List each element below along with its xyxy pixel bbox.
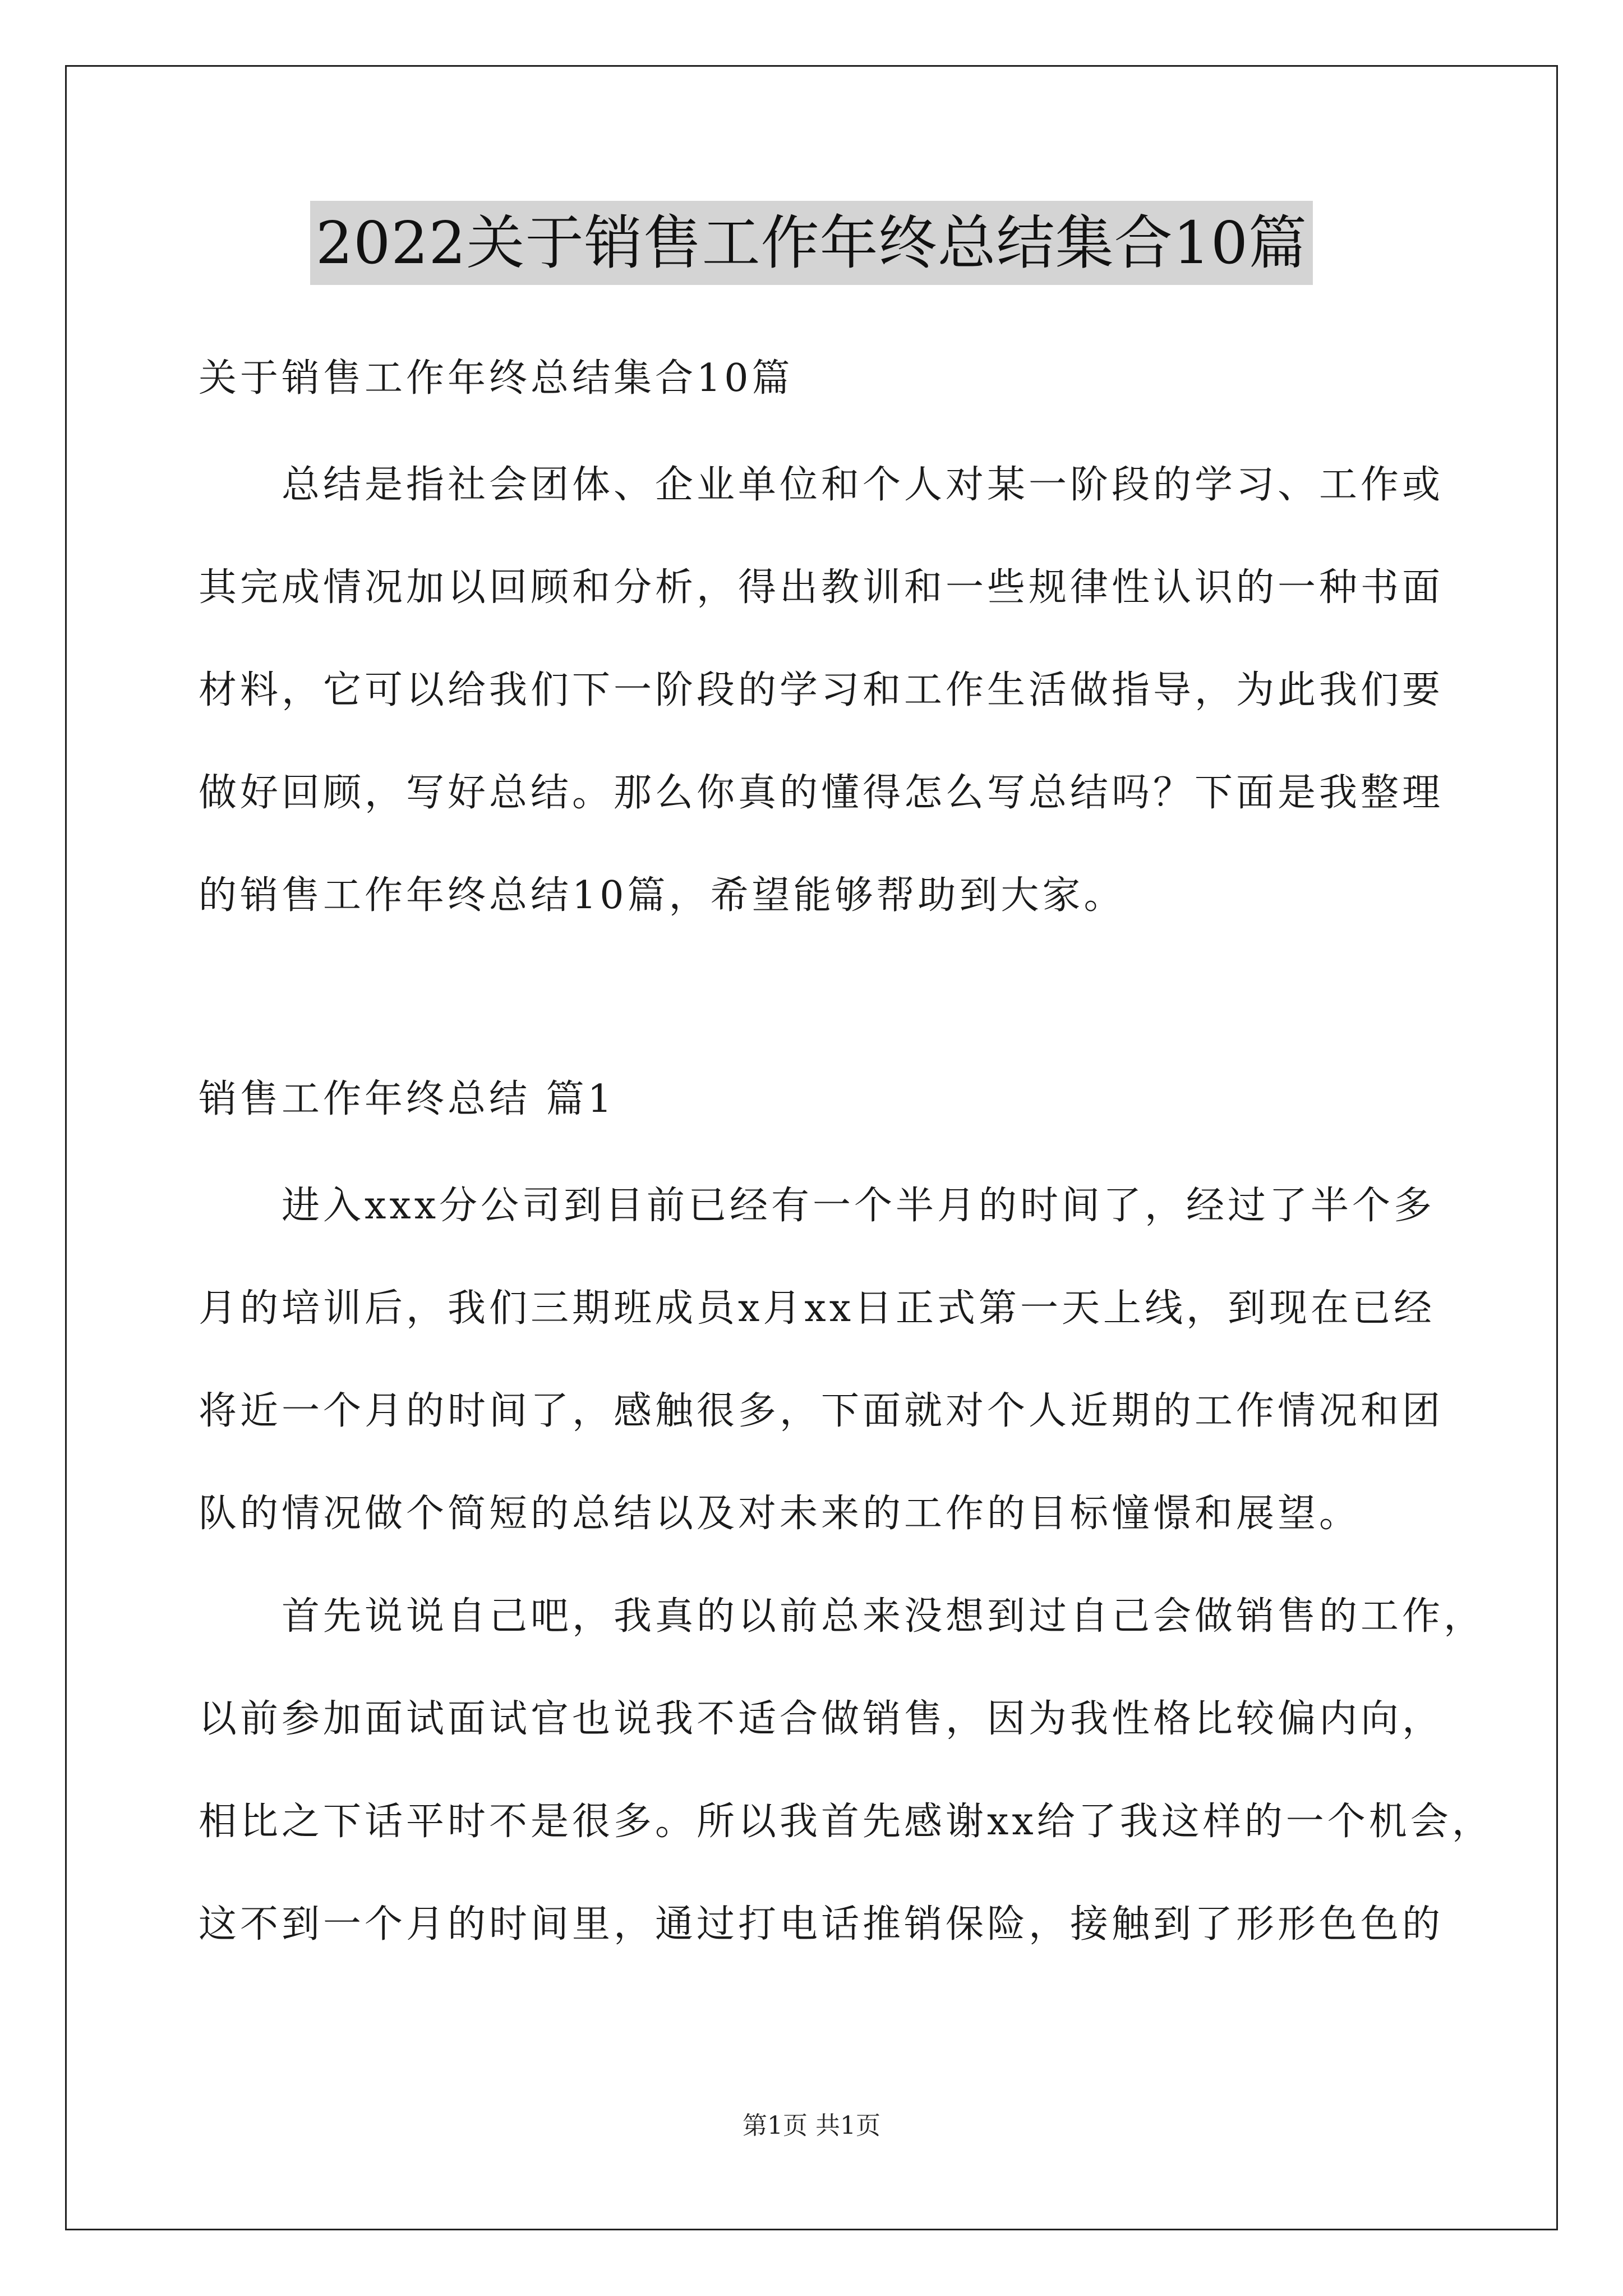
section-para2-line-2: 以前参加面试面试官也说我不适合做销售，因为我性格比较偏内向， [199,1697,1444,1741]
section-para1-line-3: 将近一个月的时间了，感触很多，下面就对个人近期的工作情况和团 [199,1389,1444,1433]
intro-line-5: 的销售工作年终总结10篇，希望能够帮助到大家。 [199,873,1126,918]
document-subtitle: 关于销售工作年终总结集合10篇 [199,356,794,401]
intro-line-2: 其完成情况加以回顾和分析，得出教训和一些规律性认识的一种书面 [199,565,1444,610]
page-footer [0,2109,1623,2143]
intro-line-3: 材料，它可以给我们下一阶段的学习和工作生活做指导，为此我们要 [199,668,1444,712]
section-para2-line-4: 这不到一个月的时间里，通过打电话推销保险，接触到了形形色色的 [199,1902,1444,1947]
page-number-info: 第1页 共1页 [743,2111,880,2140]
section-para1-line-1: 进入xxx分公司到目前已经有一个半月的时间了，经过了半个多 [282,1184,1436,1228]
section-para2-line-1: 首先说说自己吧，我真的以前总来没想到过自己会做销售的工作， [282,1594,1486,1639]
intro-line-4: 做好回顾，写好总结。那么你真的懂得怎么写总结吗？下面是我整理 [199,771,1444,815]
intro-line-1: 总结是指社会团体、企业单位和个人对某一阶段的学习、工作或 [282,463,1444,507]
section-para2-line-3: 相比之下话平时不是很多。所以我首先感谢xx给了我这样的一个机会， [199,1800,1493,1844]
title-container [0,201,1623,285]
section-heading: 销售工作年终总结 篇1 [199,1077,615,1121]
document-title: 2022关于销售工作年终总结集合10篇 [310,201,1313,285]
section-para1-line-2: 月的培训后，我们三期班成员x月xx日正式第一天上线，到现在已经 [199,1286,1436,1331]
section-para1-line-4: 队的情况做个简短的总结以及对未来的工作的目标憧憬和展望。 [199,1492,1361,1536]
